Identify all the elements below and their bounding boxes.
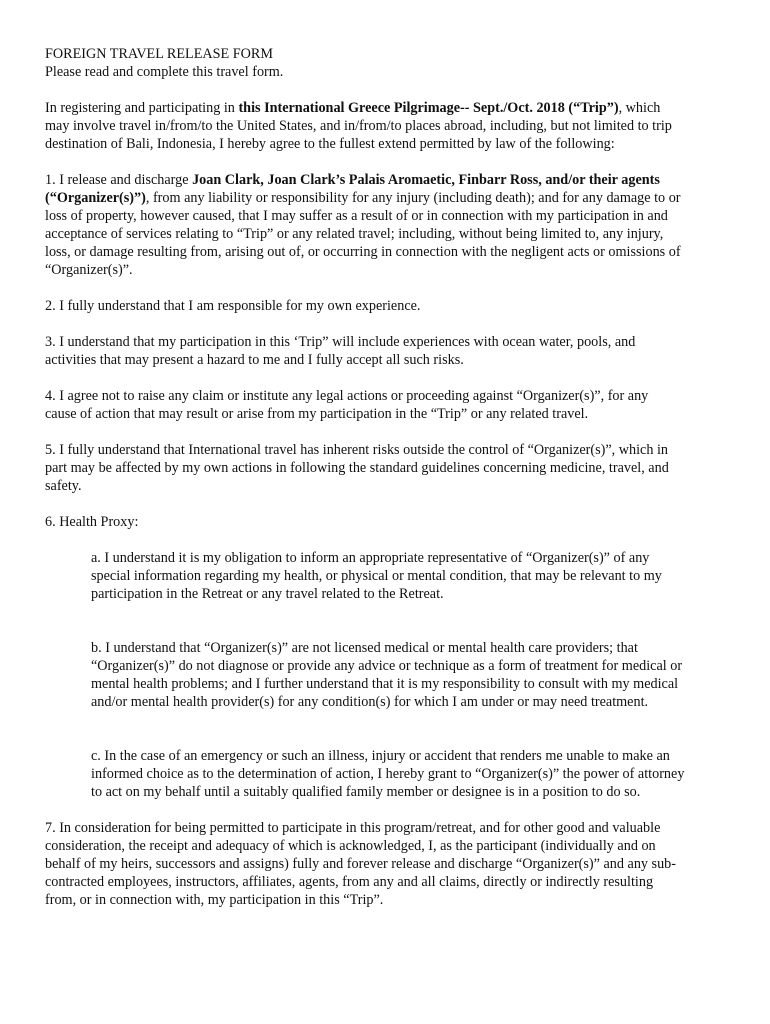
clause-line: part may be affected by my own actions in following the standard guidelines concerning medicine, travel, and [45, 460, 669, 476]
subclause-line: c. In the case of an emergency or such an illness, injury or accident that renders me unable to make an [91, 748, 670, 764]
clause-line: behalf of my heirs, successors and assigns) fully and forever release and discharge “Organizer(s)” and any sub- [45, 856, 676, 872]
intro-text: In registering and participating in [45, 100, 239, 116]
clause-5-travel-risks [45, 441, 735, 495]
clause-4-no-claims [45, 387, 735, 423]
intro-line [45, 99, 735, 117]
release-form-page [45, 45, 735, 909]
clause-line: 7. In consideration for being permitted to participate in this program/retreat, and for other good and valuable [45, 820, 661, 836]
clause-7-consideration [45, 819, 735, 909]
form-subtitle: Please read and complete this travel form. [45, 64, 284, 80]
intro-line: may involve travel in/from/to the United States, and in/from/to places abroad, including, but not limited to trip [45, 118, 672, 134]
health-proxy-item-c [45, 747, 735, 801]
clause-line: safety. [45, 478, 82, 494]
clause-line: “Organizer(s)”. [45, 262, 133, 278]
clause-line: activities that may present a hazard to me and I fully accept all such risks. [45, 352, 464, 368]
clause-line: cause of action that may result or arise from my participation in the “Trip” or any related travel. [45, 406, 589, 422]
subclause-line: mental health problems; and I further understand that it is my responsibility to consult with my medical [91, 676, 679, 692]
subclause-line: b. I understand that “Organizer(s)” are not licensed medical or mental health care providers; that [91, 640, 638, 656]
subclause-line: and/or mental health provider(s) for any condition(s) for which I am under or may need treatment. [91, 694, 649, 710]
clause-6-health-proxy [45, 513, 735, 801]
clause-text: 1. I release and discharge [45, 172, 193, 188]
organizer-defined-term: (“Organizer(s)”) [45, 190, 146, 206]
health-proxy-item-b [45, 639, 735, 711]
clause-line: 2. I fully understand that I am responsible for my own experience. [45, 298, 421, 314]
clause-1-release [45, 171, 735, 279]
clause-3-risks [45, 333, 735, 369]
subclause-line: special information regarding my health, or physical or mental condition, that may be relevant to my [91, 568, 662, 584]
clause-line: from, or in connection with, my participation in this “Trip”. [45, 892, 384, 908]
organizer-names: Joan Clark, Joan Clark’s Palais Aromaetic, Finbarr Ross, and/or their agents [192, 172, 660, 188]
clause-line: acceptance of services relating to “Trip” or any related travel; including, without being limited to, any injury, [45, 226, 664, 242]
intro-paragraph [45, 99, 735, 153]
clause-line: consideration, the receipt and adequacy of which is acknowledged, I, as the participant (individually and on [45, 838, 656, 854]
clause-line [45, 189, 735, 207]
form-header [45, 45, 735, 81]
trip-name: this International Greece Pilgrimage-- Sept./Oct. 2018 (“Trip”) [238, 100, 619, 116]
form-title: FOREIGN TRAVEL RELEASE FORM [45, 46, 273, 62]
subclause-line: to act on my behalf until a suitably qualified family member or designee is in a position to do so. [91, 784, 641, 800]
subclause-line: participation in the Retreat or any travel related to the Retreat. [91, 586, 444, 602]
clause-line: 3. I understand that my participation in this ‘Trip” will include experiences with ocean water, pools, and [45, 334, 636, 350]
health-proxy-item-a [45, 549, 735, 603]
clause-2-responsibility [45, 297, 735, 315]
intro-text: , which [618, 100, 661, 116]
clause-line: loss of property, however caused, that I may suffer as a result of or in connection with my participation in and [45, 208, 668, 224]
clause-text: , from any liability or responsibility for any injury (including death); and for any damage to or [145, 190, 681, 206]
clause-line [45, 171, 735, 189]
subclause-line: “Organizer(s)” do not diagnose or provide any advice or technique as a form of treatment for medical or [91, 658, 683, 674]
clause-line: loss, or damage resulting from, arising out of, or occurring in connection with the negligent acts or omissions of [45, 244, 681, 260]
subclause-line: informed choice as to the determination of action, I hereby grant to “Organizer(s)” the power of attorney [91, 766, 685, 782]
clause-heading: 6. Health Proxy: [45, 514, 139, 530]
intro-line: destination of Bali, Indonesia, I hereby agree to the fullest extend permitted by law of the following: [45, 136, 615, 152]
subclause-line: a. I understand it is my obligation to inform an appropriate representative of “Organizer(s)” of any [91, 550, 650, 566]
clause-line: contracted employees, instructors, affiliates, agents, from any and all claims, directly or indirectly resulting [45, 874, 654, 890]
clause-line: 5. I fully understand that International travel has inherent risks outside the control of “Organizer(s)”, which in [45, 442, 669, 458]
clause-line: 4. I agree not to raise any claim or institute any legal actions or proceeding against “Organizer(s)”, for any [45, 388, 649, 404]
